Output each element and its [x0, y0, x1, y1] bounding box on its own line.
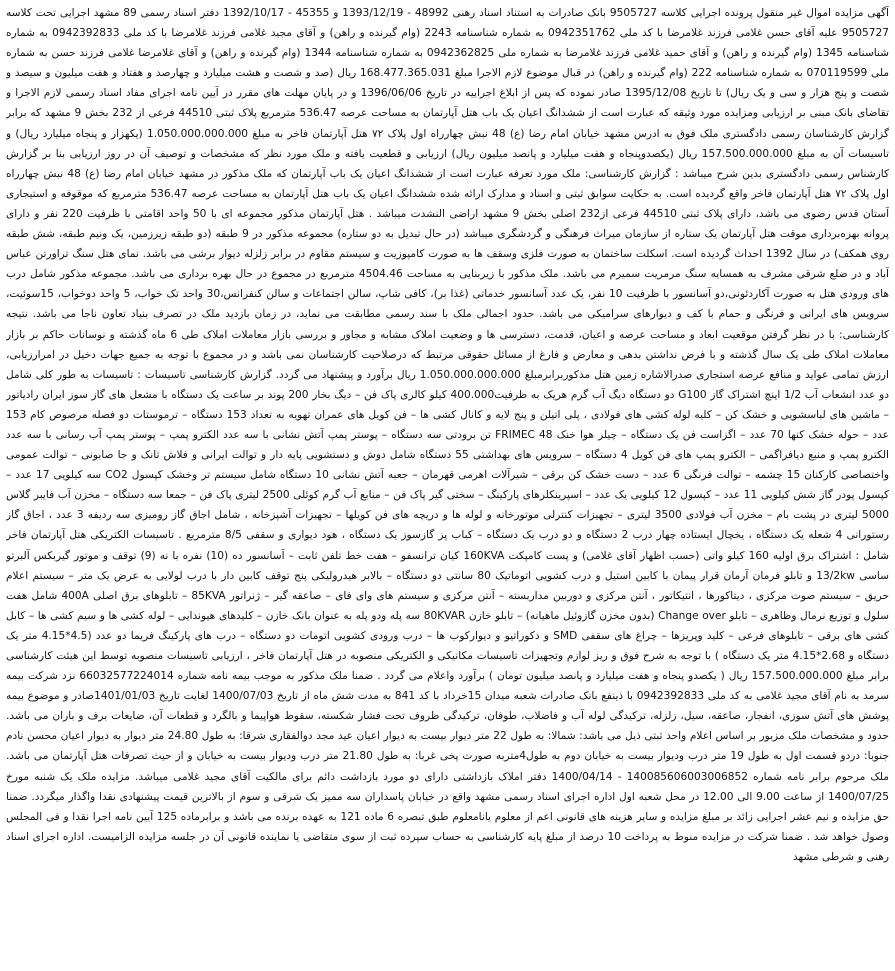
auction-notice-document — [6, 3, 889, 965]
auction-notice-body: آگهی مزایده اموال غیر منقول پرونده اجرایی کلاسه 9505727 بانک صادرات به استناد اسناد رهنی 48992 - 1393/12/19 و 45355 - 1392/10/17 دفتر اسناد رسمی 89 مشهد اجرایی تحت کلاسه 9505727 علیه آقای حسن غلامی فرزند غلامرضا با کد ملی 0942351762 به شماره شناسنامه 2243 (وام گیرنده و راهن) و آقای مجید غلامی فرزند غلامرضا با کد ملی 0942392833 به شماره شناسنامه 1345 (وام گیرنده و راهن) و آقای حمید غلامی فرزند غلامرضا به شماره ملی 0942362825 به شماره شناسنامه 1344 (وام گیرنده و راهن) و آقای غلامرضا غلامی فرزند حسن به شماره ملی 070119599 به شماره شناسنامه 222 (وام گیرنده و راهن) در قبال موضوع لازم الاجرا مبلغ 168.477.365.031 ریال (صد و شصت و هشت میلیارد و چهارصد و هفتاد و هفت میلیون و سیصد و شصت و پنج هزار و سی و یک ریال) تا تاریخ 1395/12/08 صادر نموده که پس از ابلاغ اجراییه در تاریخ 1396/06/06 و در پایان مهلت های مقرر در آیین نامه اجرای مفاد اسناد رسمی لازم الاجرا و تقاضای بانک مبنی بر ارزیابی ومزایده مورد وثیقه که عبارت است از ششدانگ اعیان یک باب هتل آپارتمان به مساحت عرصه 536.47 مترمربع پلاک ثبتی 44510 فرعی از 232 بخش 9 مشهد که برابر گزارش کارشناسان رسمی دادگستری ملک فوق به ادرس مشهد خیابان امام رضا (ع) 48 نبش چهارراه اول پلاک ۷۲ هتل آپارتمان فاخر به مبلغ 1.050.000.000.000 (یکهزار و پنجاه میلیارد ریال) و تاسیسات آن به مبلغ 157.500.000.000 ریال (یکصدوپنجاه و هفت میلیارد و پانصد میلیون ریال) ارزیابی و قطعیت یافته و ملک مورد نظر که مشخصات و توصیف آن در روز ارزیابی بنا بر گزارش کارشناس رسمی دادگستری بدین شرح میباشد : گزارش کارشناسی: ملک مورد تعرفه عبارت است از ششدانگ اعیان یک باب آپارتمان که ملک مذکور در مشهد خیابان امام رضا (ع) 48 نبش چهارراه اول پلاک ۷۲ هتل آپارتمان فاخر واقع گردیده است. به حکایت سوابق ثبتی و اسناد و مدارک ارائه شده ششدانگ اعیان یک باب هتل آپارتمان به مساحت عرصه 536.47 مترمربع که موقوفه و استیجاری آستان قدس رضوی می باشد، دارای پلاک ثبتی 44510 فرعی از232 اصلی بخش 9 مشهد اراضی النشدت میباشد . هتل آپارتمان مذکور مجموعه ای با 50 واحد اقامتی با ظرفیت 220 نفر و دارای پروانه بهره‌برداری موقت هتل آپارتمان یک ستاره از سازمان میراث فرهنگی و گردشگری میباشد (در حال تبدیل به دو ستاره) مجموعه مذکور در 9 طبقه (دو طبقه زیرزمین، یک ونیم طبقه، شش طبقه روی همکف) در سال 1392 احداث گردیده است. اسکلت ساختمان به صورت فلزی وسقف ها به صورت کامپوزیت و سیستم مقاوم در برابر زلزله دیوار برشی می باشد. نمای هتل سنگ تراورتن عباس آباد و در ضلع شرقی مشرف به همسایه سنگ مرمریت سمیرم می باشد. ملک مذکور با زیربنایی به مساحت 4504.46 مترمربع در مجموع در حال بهره برداری می باشد. مجموعه مذکور شامل درب های ورودی هتل به صورت آکاردئونی،دو آسانسور با ظرفیت 10 نفر، یک عدد آسانسور خدماتی (غذا بر)، کافی شاپ، سالن اجتماعات و سالن کنفرانس،30 واحد تک خواب، 5 واحد دوخواب، 15سوئیت، سرویس های ایرانی و فرنگی و حمام با کف و دیوارهای سرامیکی می باشد. حدود اجمالی ملک با سند رسمی مطابقت می نماید، در زمان بازدید ملک در تصرف بنیاد تعاون ناجا می باشد. نتیجه کارشناسی: با در نظر گرفتن موقعیت ابعاد و مساحت عرصه و اعیان، قدمت، دسترسی ها و وضعیت املاک مشابه و مجاور و بررسی بازار معاملات املاک طی 6 ماه گذشته و نوسانات حاکم بر بازار معاملات املاک طی یک سال گذشته و با فرض نداشتن بدهی و معارض و فارغ از مسائل حقوقی مرتبط که درصلاحیت کارشناسان نمی باشد و در مجموع با توجه به جمیع جهات دخیل در امرارزیابی، ارزش تمامی عواید و منافع عرصه استجاری صدرالاشاره زمین هتل مذکوربرابرمبلغ 1.050.000.000.000 ریال برآورد و پیشنهاد می گردد. گزارش کارشناسی تاسیسات : تاسیسات به طور کلی شامل دو عدد انشعاب آب 1/2 اینچ اشتراک گاز G100 دو دستگاه دیگ آب گرم هریک به ظرفیت400.000 کیلو کالری پاک فن – دیگ بخار 200 پوند بر ساعت یک دستگاه با مشعل های گاز سوز ایران رادیاتور – ماشین های لباسشویی و خشک کن – کلیه لوله کشی های فولادی ، پلی اتیلن و پنج لایه و کانال کشی ها – فن کویل های عمران تهویه به تعداد 153 دستگاه – ترموستات دو فصله مرصوص کام 153 عدد – حوله خشک کنها 70 عدد – اگزاست فن یک دستگاه – چیلر هوا خنک FRIMEC 48 تن برودتی سه دستگاه – پوستر پمپ آتش نشانی با سه عدد الکترو پمپ – پوستر پمپ آب رسانی با سه عدد الکترو پمپ و منبع دیافراگمی – الکترو پمپ های فن کویل 4 دستگاه – سرویس های بهداشتی 55 دستگاه شامل دوش و دستشویی پایه دار و توالت ایرانی و فلاش تانک و جا صابونی – توالت عمومی واختصاصی کارکنان 15 چشمه – توالت فرنگی 6 عدد – دست خشک کن برقی – شیرآلات اهرمی قهرمان – جعبه آتش نشانی 10 دستگاه شامل سیستم تر وخشک کپسول CO2 سه کیلویی 17 عدد – کپسول پودر گاز شش کیلویی 11 عدد – کپسول 12 کیلویی یک عدد – اسپرینکلرهای پارکینگ – سختی گیر پاک فن – منابع آب گرم کوئلی 2500 لیتری پاک فن – جمعا سه دستگاه – مخزن آب فایبر گلاس 5000 لیتری در پشت بام – مخزن آب فولادی 3500 لیتری – تجهیزات کنترلی موتورخانه و لوله ها و دریچه های فن کویلها – تجهیزات آشپزخانه ، شامل اجاق گاز رومیزی سه ردیفه 3 عدد ، اجاق گاز رستورانی 4 شعله یک دستگاه ، یخچال ایستاده چهار درب 2 دستگاه و دو درب یک دستگاه – کباب پز گازسوز یک دستگاه ، هود دیواری و سقفی 8/5 مترمربع . تاسیسات الکتریکی هتل آپارتمان فاخر شامل : اشتراک برق اولیه 160 کیلو واتی (حسب اظهار آقای غلامی) و پست کامپکت 160KVA کیان ترانسفو – هفت خط تلفن ثابت – آسانسور ده (10) نفره با نه (9) توقف و موتور گیربکس آلبرتو ساسی 13/2kw و تابلو فرمان آرمان قرار پیمان با کابین استیل و درب کشویی اتوماتیک 80 سانتی دو دستگاه – بالابر هیدرولیکی پنج توقف کابین دار با درب لولایی به عرض یک متر – سیستم اعلام حریق – سیستم صوت مرکزی ، دیتاکورها ، انتیکاتور ، آنتن مرکزی و دوربین مداربسته – آنتن مرکزی و سیستم های وای فای – صاعقه گیر – ژنراتور 85KVA – تابلوهای برق اصلی 400A شامل هفت سلول و توزیع نرمال وظاهری – تابلو Change over (بدون مخزن گازوئیل ماهیانه) – تابلو خازن 80KVAR سه پله ودو پله به عنوان بانک خازن – کلیدهای هیوندایی – لوله کشی ها و سیم کشی ها – کابل کشی های برقی – تابلوهای فرعی – کلید وپریزها – چراغ های سقفی SMD و دکوراتیو و دیوارکوب ها – درب ورودی کشویی اتومات دو دستگاه – درب های پارکینگ فریما دو عدد (4.5*4.15 متر یک دستگاه و 2.68*4.15 متر یک دستگاه ) با توجه به شرح فوق و ریز لوازم وتجهیزات تاسیسات مکانیکی و الکتریکی منصوبه در هتل آپارتمان فاخر ، ارزیابی تاسیسات منصوبه توسط این هیئت کارشناسی برابر مبلغ 157.500.000.000 ریال ( یکصدو پنجاه و هفت میلیارد و پانصد میلیون تومان ) برآورد واعلام می گردد . ضمنا ملک مذکور به موجب بیمه نامه شماره 66032577224014 نزد شرکت بیمه سرمد به نام آقای مجید غلامی به کد ملی 0942392833 با ذینفع بانک صادرات شعبه میدان 15خرداد با کد 841 به مدت شش ماه از تاریخ 1400/07/03 لغایت تاریخ 1401/01/03صادر و موضوع بیمه پوشش های آتش سوزی، انفجار، صاعقه، سیل، زلزله، ترکیدگی لوله آب و فاضلاب، طوفان، ترکیدگی ظروف تحت فشار شکسته، سقوط هواپیما و بالگرد و قطعات آن، ضایعات برف و باران می باشد. حدود و مشخصات ملک مزبور بر اساس اعلام واحد ثبتی ذیل می باشد: شمالا: به طول 22 متر دیوار بیست به دیوار اعیان عید مجد دوالفقاری شرقا: به طول 24.80 متر دیوار به دیوار اعیان محسن نادم جنوبا: دردو قسمت اول به طول 19 متر درب ودیوار بیست به خیابان دوم به طول4متربه صورت پخی غربا: به طول 21.80 متر درب ودیوار بیست به خیابان و از حیث تصرفات هتل آپارتمان می باشد. ملک مرحوم برابر نامه شماره 140085606003006852 - 1400/04/14 دفتر املاک بازداشتی دارای دو مورد بازداشت دائم برای مالکیت آقای مجید غلامی میباشد. مزایده ملک یک شنبه مورخ 1400/07/25 از ساعت 9.00 الی 12.00 در محل شعبه اول اداره اجرای اسناد رسمی مشهد واقع در خیابان پاسداران سه ممیز یک شرقی و سوم از بالاترین قیمت پیشنهادی نقدا واگذار میگردد. ضمنا حق مزایده و نیم عشر اجرایی زائد بر مبلغ مزایده و سایر هزینه های قانونی اعم از معلوم یانامعلوم طبق تبصره 6 ماده 121 به عهده برنده می باشد و برابرماده 125 آیین نامه اجرا نقدا و فی المجلس وصول خواهد شد . ضمنا شرکت در مزایده منوط به پرداخت 10 درصد از مبلغ پایه کارشناسی به حساب سپرده ثبت از سوی متقاضی یا نماینده قانونی آن در جلسه مزایده الزامیست. اداره اجرای اسناد رهنی و شرطی مشهد — [6, 7, 889, 863]
